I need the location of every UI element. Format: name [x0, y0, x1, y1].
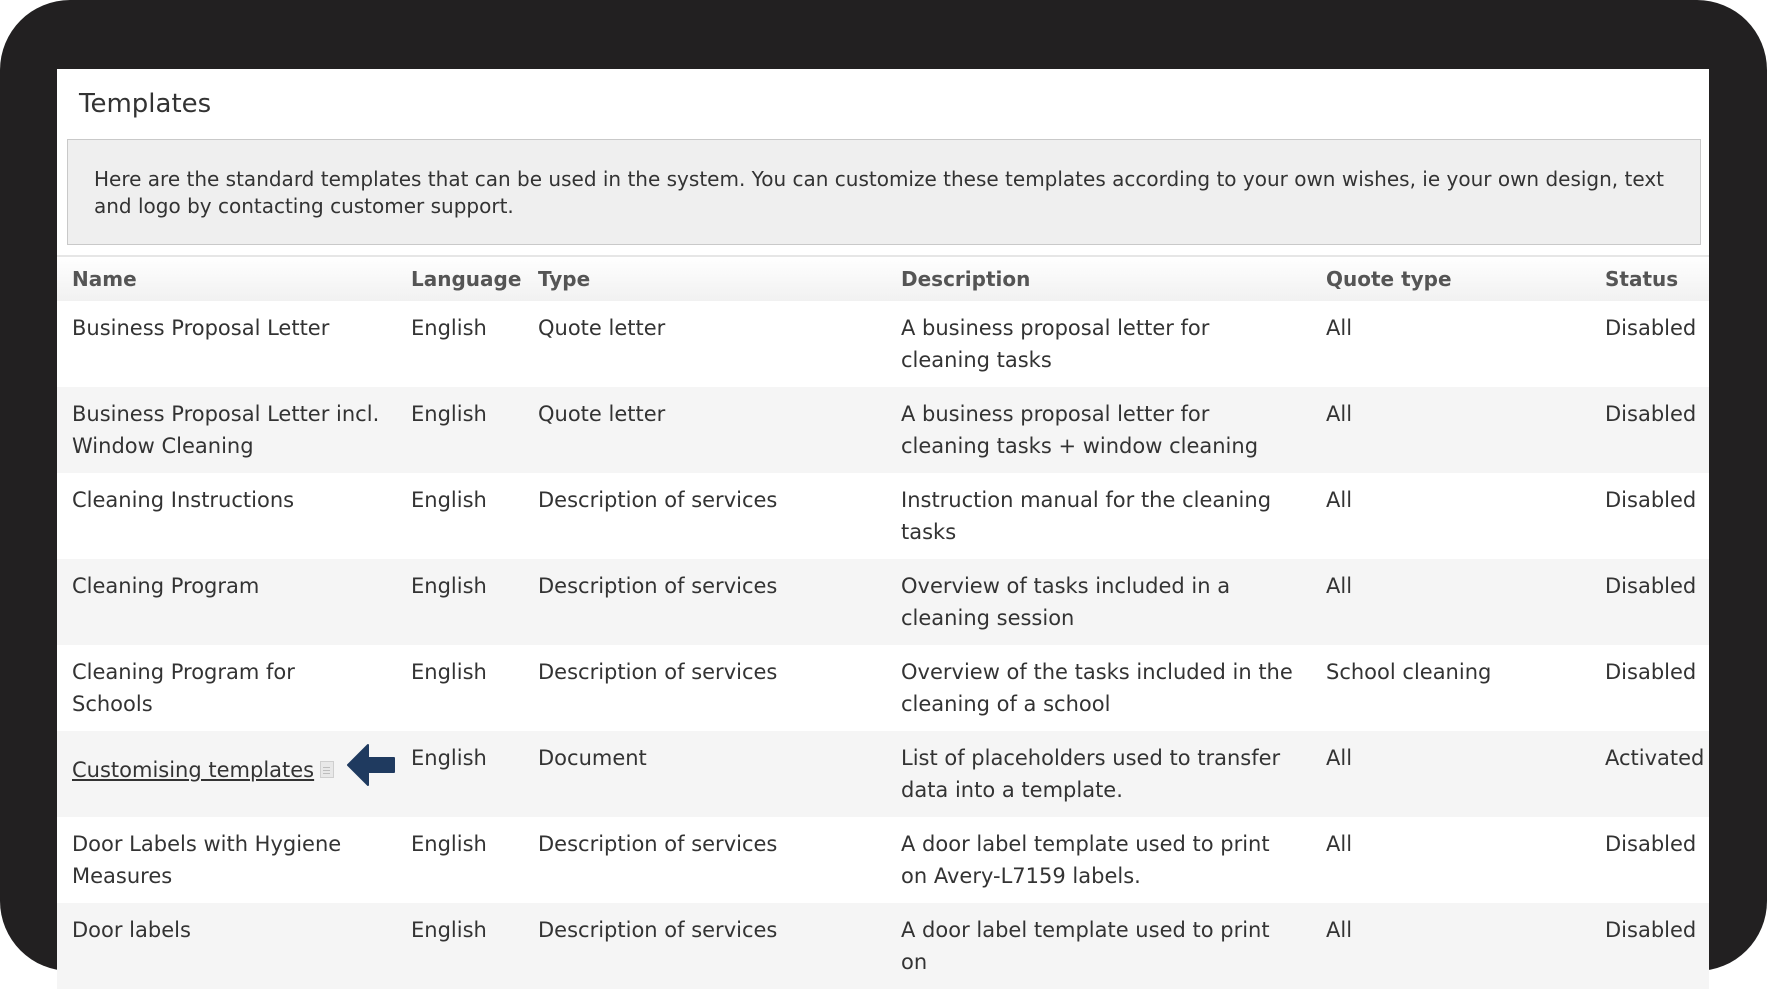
cell-language: English [396, 903, 523, 989]
cell-type: Quote letter [523, 387, 886, 473]
cell-name: Cleaning Program for Schools [57, 645, 396, 731]
cell-quote-type: All [1311, 301, 1590, 387]
cell-status: Disabled [1590, 473, 1709, 559]
cell-name: Business Proposal Letter incl. Window Cleaning [57, 387, 396, 473]
table-row[interactable] [57, 301, 1709, 387]
cell-quote-type: School cleaning [1311, 645, 1590, 731]
cell-language: English [396, 817, 523, 903]
cell-name: Door Labels with Hygiene Measures [57, 817, 396, 903]
cell-description: Instruction manual for the cleaning tasks [886, 473, 1311, 559]
cell-description: A business proposal letter for cleaning tasks + window cleaning [886, 387, 1311, 473]
cell-description: A door label template used to print on Avery-L7159 labels. [886, 817, 1311, 903]
table-row[interactable] [57, 559, 1709, 645]
cell-description: Overview of the tasks included in the cleaning of a school [886, 645, 1311, 731]
cell-quote-type: All [1311, 731, 1590, 817]
templates-panel [57, 69, 1709, 974]
cell-status: Disabled [1590, 301, 1709, 387]
templates-table [57, 255, 1709, 989]
cell-language: English [396, 645, 523, 731]
table-row[interactable] [57, 473, 1709, 559]
cell-quote-type: All [1311, 903, 1590, 989]
cell-name: Cleaning Instructions [57, 473, 396, 559]
table-row-highlighted[interactable] [57, 731, 1709, 817]
cell-status: Disabled [1590, 559, 1709, 645]
table-row[interactable] [57, 903, 1709, 989]
cell-type: Document [523, 731, 886, 817]
cell-quote-type: All [1311, 817, 1590, 903]
cell-description: Overview of tasks included in a cleaning session [886, 559, 1311, 645]
cell-status: Disabled [1590, 387, 1709, 473]
cell-description: List of placeholders used to transfer data into a template. [886, 731, 1311, 817]
cell-type: Quote letter [523, 301, 886, 387]
page-title: Templates [79, 89, 212, 119]
arrow-left-icon [346, 743, 396, 787]
column-header-description[interactable]: Description [886, 256, 1311, 301]
table-row[interactable] [57, 387, 1709, 473]
cell-status: Disabled [1590, 645, 1709, 731]
cell-status: Disabled [1590, 817, 1709, 903]
cell-type: Description of services [523, 473, 886, 559]
cell-status: Disabled [1590, 903, 1709, 989]
cell-type: Description of services [523, 559, 886, 645]
cell-quote-type: All [1311, 559, 1590, 645]
cell-name: Cleaning Program [57, 559, 396, 645]
document-icon[interactable] [320, 761, 334, 778]
cell-type: Description of services [523, 645, 886, 731]
table-row[interactable] [57, 817, 1709, 903]
cell-name: Door labels [57, 903, 396, 989]
cell-language: English [396, 473, 523, 559]
cell-type: Description of services [523, 903, 886, 989]
cell-name [57, 731, 396, 817]
column-header-status[interactable]: Status [1590, 256, 1709, 301]
info-text: Here are the standard templates that can be used in the system. You can customize these templates according to your own wishes, ie your own design, text and logo by contacting customer support. [94, 167, 1664, 218]
column-header-quote-type[interactable]: Quote type [1311, 256, 1590, 301]
table-header-row [57, 256, 1709, 301]
cell-description: A business proposal letter for cleaning tasks [886, 301, 1311, 387]
cell-type: Description of services [523, 817, 886, 903]
cell-language: English [396, 731, 523, 817]
cell-language: English [396, 559, 523, 645]
column-header-language[interactable]: Language [396, 256, 523, 301]
cell-description: A door label template used to print on [886, 903, 1311, 989]
cell-language: English [396, 387, 523, 473]
column-header-type[interactable]: Type [523, 256, 886, 301]
cell-quote-type: All [1311, 387, 1590, 473]
cell-quote-type: All [1311, 473, 1590, 559]
table-row[interactable] [57, 645, 1709, 731]
cell-language: English [396, 301, 523, 387]
cell-status: Activated [1590, 731, 1709, 817]
template-link-customising[interactable]: Customising templates [72, 758, 315, 782]
cell-name: Business Proposal Letter [57, 301, 396, 387]
info-message [67, 139, 1701, 245]
column-header-name[interactable]: Name [57, 256, 396, 301]
